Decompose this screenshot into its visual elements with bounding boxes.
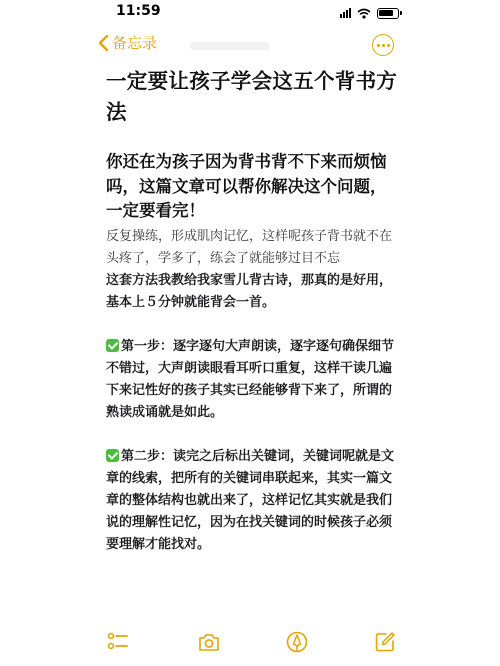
wifi-icon (357, 4, 371, 23)
cellular-signal-icon (340, 8, 351, 18)
compose-button[interactable] (373, 630, 397, 654)
markup-pen-icon (285, 630, 309, 654)
check-mark-icon (106, 339, 119, 352)
note-subtitle: 你还在为孩子因为背书背不下来而烦恼吗，这篇文章可以帮你解决这个问题，一定要看完！ (106, 152, 387, 220)
check-mark-icon (106, 449, 119, 462)
note-content[interactable] (106, 66, 398, 556)
step-text: 第一步：逐字逐句大声朗读，逐字逐句确保细节不错过，大声朗读眼看耳听口重复，这样干读几遍下来记性好的孩子其实已经能够背下来了，所谓的熟读成诵就是如此。 (106, 338, 395, 420)
step-text: 第二步：读完之后标出关键词，关键词呢就是文章的线索，把所有的关键词串联起来，其实一篇文章的整体结构也就出来了，这样记忆其实就是我们说的理解性记忆，因为在找关键词的时候孩子必须要理解才能找对。 (106, 448, 395, 552)
battery-icon (377, 8, 399, 19)
more-button[interactable] (372, 34, 394, 56)
markup-button[interactable] (285, 630, 309, 654)
bottom-fade (0, 600, 500, 620)
checklist-button[interactable] (106, 630, 130, 654)
checklist-icon (106, 630, 130, 654)
note-title: 一定要让孩子学会这五个背书方法 (106, 69, 398, 124)
status-time: 11:59 (116, 3, 161, 19)
nav-bar (0, 28, 500, 62)
camera-icon (197, 630, 221, 654)
nav-watermark (190, 42, 270, 50)
status-bar (0, 0, 500, 26)
note-step (106, 336, 398, 424)
back-button[interactable] (98, 32, 157, 53)
status-icons (340, 7, 399, 19)
camera-button[interactable] (197, 630, 221, 654)
bottom-toolbar (0, 620, 500, 666)
compose-icon (373, 630, 397, 654)
note-intro: 反复操练，形成肌肉记忆，这样呢孩子背书就不在头疼了，学多了，练会了就能够过目不忘 (106, 228, 393, 266)
back-label: 备忘录 (112, 34, 158, 52)
more-icon (377, 44, 390, 47)
note-step (106, 446, 398, 556)
chevron-left-icon (98, 34, 109, 52)
note-method-intro: 这套方法我教给我家雪儿背古诗，那真的是好用，基本上５分钟就能背会一首。 (106, 272, 393, 310)
